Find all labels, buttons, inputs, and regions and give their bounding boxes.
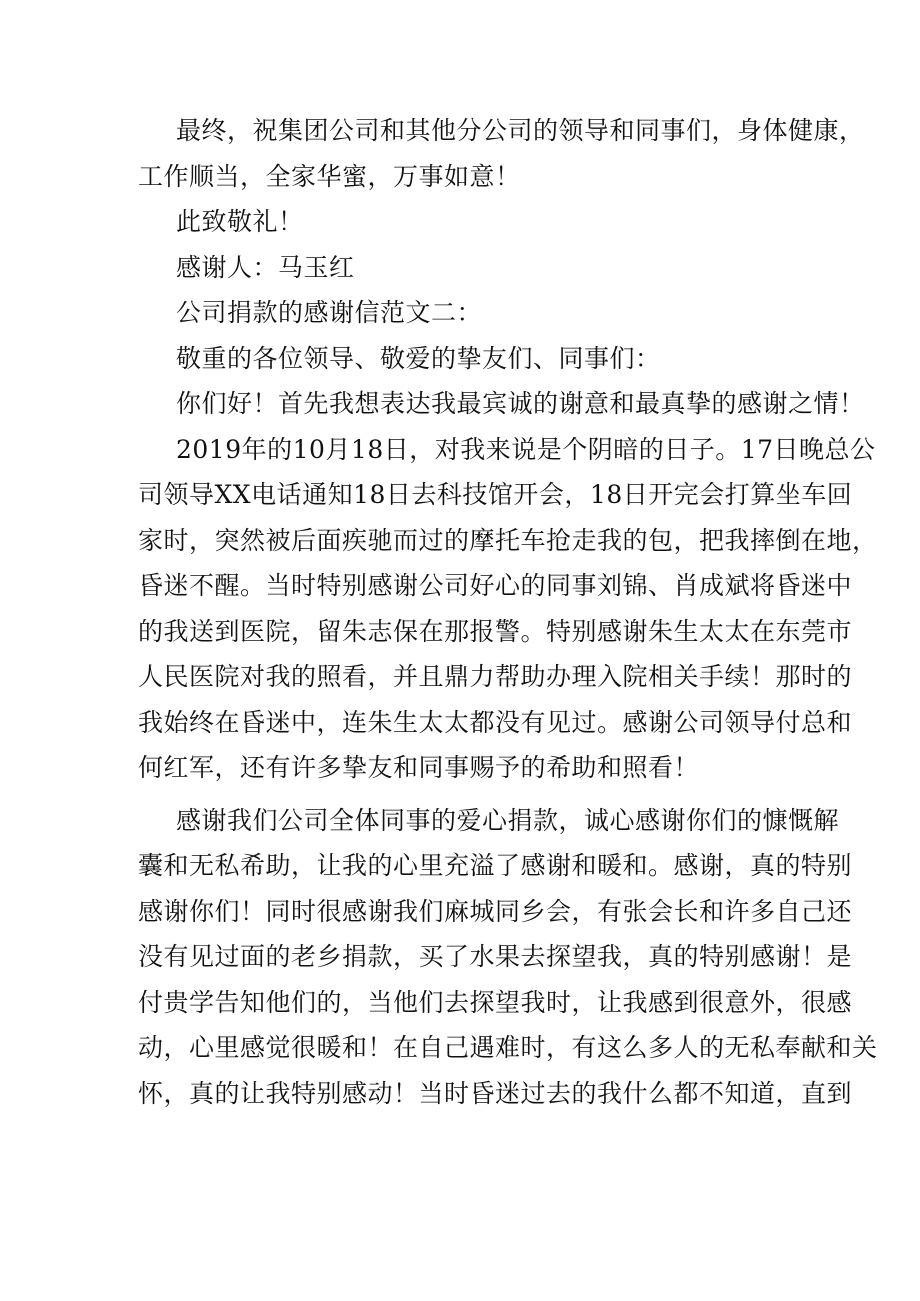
text-line: 的我送到医院，留朱志保在那报警。特别感谢朱生太太在东莞市: [138, 616, 853, 646]
text-line: 你们好！首先我想表达我最宾诚的谢意和最真挚的感谢之情！: [176, 389, 865, 418]
text-line: 没有见过面的老乡捐款，买了水果去探望我，真的特别感谢！是: [138, 942, 853, 971]
text-line: 感谢我们公司全体同事的爱心捐款，诚心感谢你们的慷慨解: [176, 805, 840, 835]
text-line: 此致敬礼！: [176, 207, 304, 236]
section-heading: 公司捐款的感谢信范文二：: [176, 298, 483, 327]
text-line: 囊和无私希助，让我的心里充溢了感谢和暖和。感谢，真的特别: [138, 851, 853, 880]
text-line: 2019年的10月18日，对我来说是个阴暗的日子。17日晚总公: [176, 434, 876, 464]
text-line: 最终，祝集团公司和其他分公司的领导和同事们，身体健康，: [176, 116, 865, 145]
text-line: 我始终在昏迷中，连朱生太太都没有见过。感谢公司领导付总和: [138, 707, 853, 737]
document-page: [138, 108, 878, 1116]
text-line: 动，心里感觉很暖和！在自己遇难时，有这么多人的无私奉献和关: [138, 1033, 878, 1062]
text-line: 司领导XX电话通知18日去科技馆开会，18日开完会打算坐车回: [138, 480, 853, 509]
text-line: 付贵学告知他们的，当他们去探望我时，让我感到很意外，很感: [138, 987, 853, 1017]
text-line: 何红军，还有许多挚友和同事赐予的希助和照看！: [138, 753, 700, 782]
text-line: 人民医院对我的照看，并且鼎力帮助办理入院相关手续！那时的: [138, 662, 853, 691]
text-line: 家时，突然被后面疾驰而过的摩托车抢走我的包，把我摔倒在地，: [138, 525, 878, 555]
salutation: 敬重的各位领导、敬爱的挚友们、同事们：: [176, 343, 661, 373]
text-line: 感谢人：马玉红: [176, 252, 355, 282]
text-line: 感谢你们！同时很感谢我们麻城同乡会，有张会长和许多自己还: [138, 896, 853, 926]
text-line: 怀，真的让我特别感动！当时昏迷过去的我什么都不知道，直到: [138, 1078, 853, 1108]
text-line: 昏迷不醒。当时特别感谢公司好心的同事刘锦、肖成斌将昏迷中: [138, 571, 853, 600]
text-line: 工作顺当，全家华蜜，万事如意！: [138, 161, 521, 191]
